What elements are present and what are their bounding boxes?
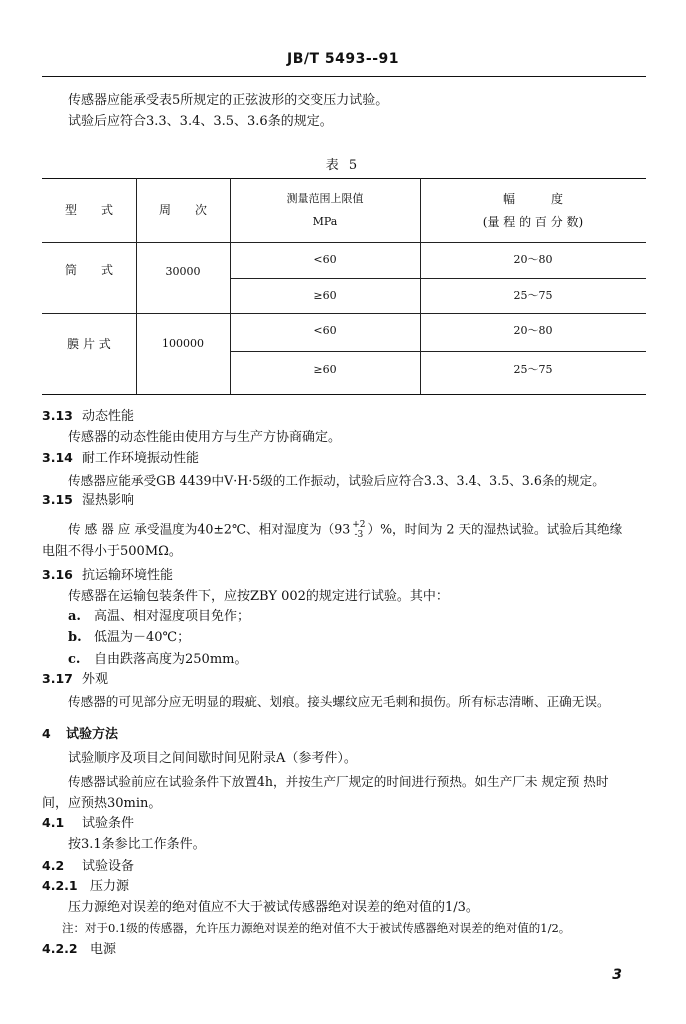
section-title: 动态性能 [82, 409, 135, 424]
list-item-c [68, 651, 247, 669]
section-title: 电源 [90, 942, 117, 957]
section-3-13-body: 传感器的动态性能由使用方与生产方协商确定。 [68, 430, 342, 445]
section-number: 3.13 [42, 408, 73, 423]
intro-line-2: 试验后应符合3.3、3.4、3.5、3.6条的规定。 [68, 114, 333, 129]
list-text: 自由跌落高度为250mm。 [94, 652, 248, 667]
header-rule [42, 76, 646, 77]
table-5 [42, 178, 646, 396]
section-title: 试验设备 [82, 859, 135, 874]
intro-line-1: 传感器应能承受表5所规定的正弦波形的交变压力试验。 [68, 93, 389, 108]
row1-cycles: 30000 [165, 265, 201, 278]
list-mark: a. [68, 609, 81, 624]
row2-range-a: <60 [313, 324, 337, 337]
section-title: 试验条件 [82, 816, 135, 831]
section-4-1-heading [42, 814, 134, 833]
section-number: 4.2.2 [42, 941, 78, 956]
row1-type: 筒 式 [64, 263, 113, 277]
section-4-para-2-cont: 间，应预热30min。 [42, 796, 162, 811]
tolerance-minus: -3 [354, 530, 364, 540]
section-title: 抗运输环境性能 [82, 568, 174, 583]
table-rule-row2-split [230, 351, 646, 352]
section-3-17-heading [42, 670, 108, 689]
row1-amp-b: 25～75 [513, 289, 553, 302]
section-number: 4.2.1 [42, 878, 78, 893]
section-4-heading [42, 725, 118, 744]
section-4-para-2: 传感器试验前应在试验条件下放置4h，并按生产厂规定的时间进行预热。如生产厂未 规定预 热时 [68, 774, 609, 789]
table-rule-row-sep [42, 313, 646, 314]
section-3-16-body: 传感器在运输包装条件下，应按ZBY 002的规定进行试验。其中： [68, 589, 449, 604]
header-amplitude: 幅 度 [502, 192, 563, 206]
row1-amp-a: 20～80 [513, 253, 553, 266]
list-mark: b. [68, 630, 82, 645]
table-rule-bottom [42, 394, 646, 395]
section-4-2-heading [42, 857, 134, 876]
section-title: 试验方法 [66, 727, 119, 742]
row2-amp-b: 25～75 [513, 363, 553, 376]
row2-type: 膜 片 式 [67, 337, 111, 351]
row2-cycles: 100000 [162, 337, 204, 350]
section-4-2-1-body: 压力源绝对误差的绝对值应不大于被试传感器绝对误差的绝对值的1/3。 [68, 900, 479, 915]
section-title: 耐工作环境振动性能 [82, 451, 200, 466]
section-title: 压力源 [90, 879, 130, 894]
list-text: 低温为－40℃； [94, 630, 191, 645]
section-3-15-heading [42, 491, 134, 510]
list-text: 高温、相对湿度项目免作； [94, 609, 251, 624]
section-number: 3.14 [42, 450, 73, 465]
section-4-2-1-heading [42, 877, 129, 896]
section-number: 3.16 [42, 567, 73, 582]
humidity-tolerance [352, 520, 365, 540]
section-title: 湿热影响 [82, 493, 135, 508]
section-number: 4.1 [42, 815, 65, 830]
list-item-b [68, 629, 190, 647]
section-4-1-body: 按3.1条参比工作条件。 [68, 837, 206, 852]
page-number: 3 [612, 967, 622, 983]
row2-range-b: ≥60 [313, 363, 337, 376]
table-rule-top [42, 178, 646, 179]
header-range: 测量范围上限值 [286, 192, 364, 205]
header-cycles: 周 次 [158, 203, 207, 217]
row1-range-a: <60 [313, 253, 337, 266]
row1-range-b: ≥60 [313, 289, 337, 302]
section-3-15-body-cont: 电阻不得小于500MΩ。 [42, 544, 182, 559]
header-type: 型 式 [64, 203, 113, 217]
header-range-unit: MPa [312, 215, 338, 228]
section-3-16-heading [42, 566, 173, 585]
section-number: 4.2 [42, 858, 65, 873]
section-4-para-1: 试验顺序及项目之间间歇时间见附录A（参考件）。 [68, 751, 357, 766]
tolerance-plus: +2 [352, 520, 366, 530]
humidity-text-b: ）%，时间为 2 天的湿热试验。试验后其绝缘 [367, 521, 623, 537]
section-3-14-heading [42, 449, 199, 468]
list-mark: c. [68, 652, 81, 667]
document-header: JB/T 5493--91 [287, 51, 399, 67]
section-4-2-1-note: 注：对于0.1级的传感器，允许压力源绝对误差的绝对值不大于被试传感器绝对误差的绝对值的1/2。 [62, 921, 571, 935]
section-3-13-heading [42, 407, 134, 426]
section-title: 外观 [82, 672, 109, 687]
section-3-17-body: 传感器的可见部分应无明显的瑕疵、划痕。接头螺纹应无毛刺和损伤。所有标志清晰、正确无误。 [68, 694, 610, 709]
table-rule-row1-split [230, 278, 646, 279]
table-rule-header [42, 242, 646, 243]
row2-amp-a: 20～80 [513, 324, 553, 337]
section-3-15-body [68, 520, 622, 540]
section-number: 4 [42, 726, 51, 741]
list-item-a [68, 608, 250, 626]
section-3-14-body: 传感器应能承受GB 4439中V·H·5级的工作振动，试验后应符合3.3、3.4、3.5、3.6条的规定。 [68, 473, 605, 488]
section-number: 3.17 [42, 671, 73, 686]
humidity-text-a: 传 感 器 应 承受温度为40±2℃、相对湿度为（93 [68, 521, 351, 537]
section-number: 3.15 [42, 492, 73, 507]
table-caption: 表 5 [325, 158, 361, 173]
section-4-2-2-heading [42, 940, 116, 959]
header-amplitude-note: (量 程 的 百 分 数) [482, 215, 584, 229]
